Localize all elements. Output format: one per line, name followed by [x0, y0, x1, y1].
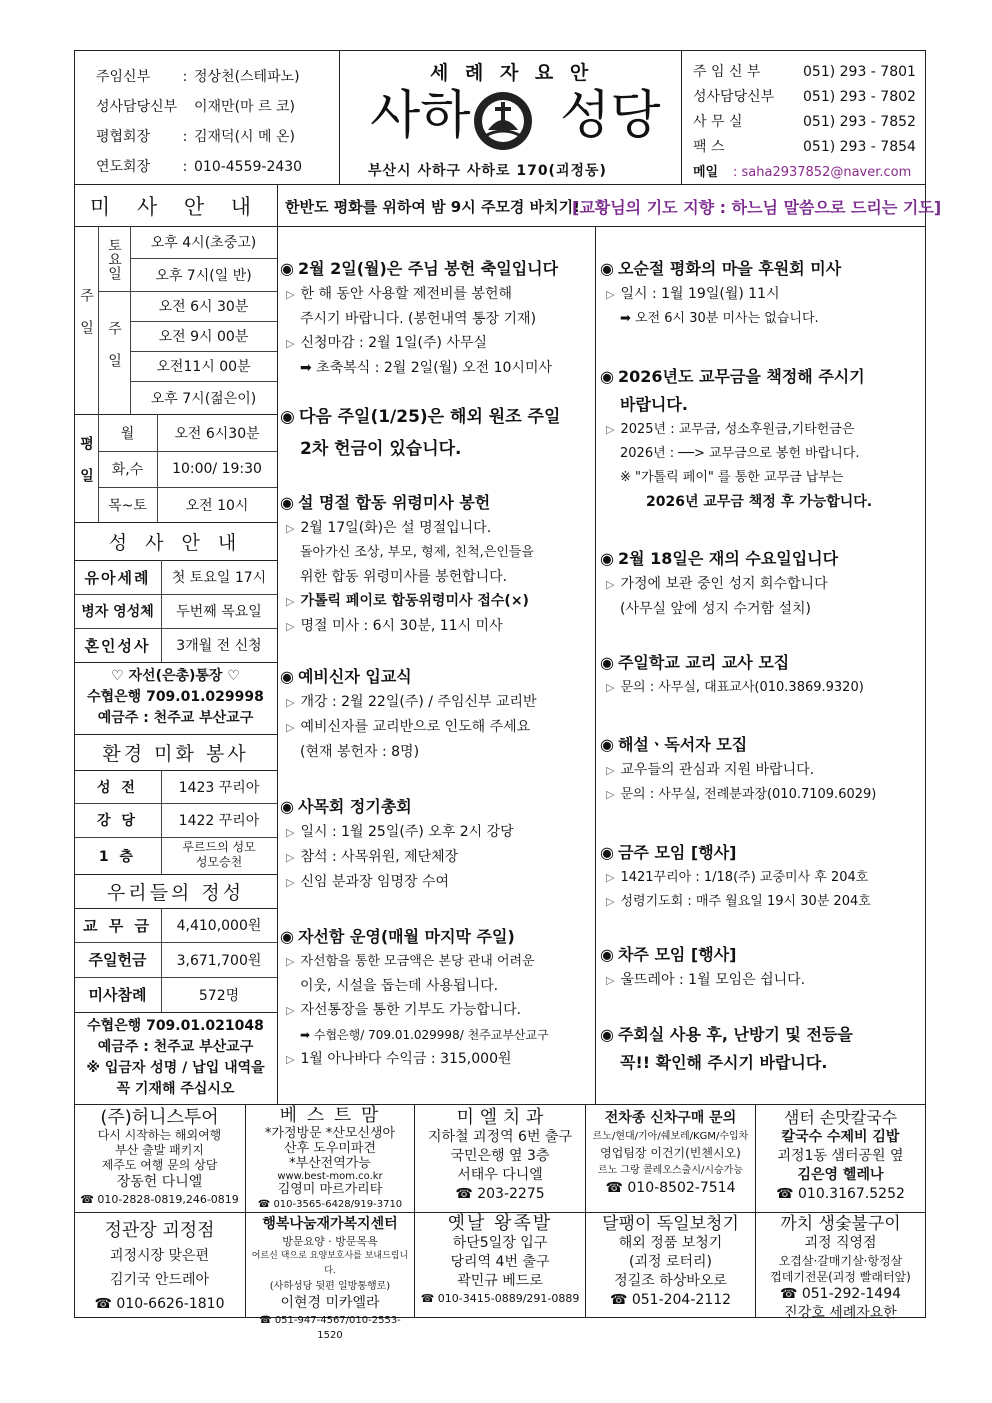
contact-role: 성사담당신부	[693, 89, 775, 105]
notice-line: 2026년 교무금 책정 후 가능합니다.	[646, 494, 873, 510]
staff-name: 정상천(스테파노)	[194, 69, 300, 85]
notice-line: 1421꾸리아 : 1/18(주) 교중미사 후 204호	[620, 870, 869, 885]
notice-line: 2월 17일(화)은 설 명절입니다.	[300, 520, 492, 536]
ad-phone: ☎ 203-2275	[455, 1186, 545, 1202]
ad-line: 곽민규 베드로	[457, 1273, 543, 1289]
charity-account-holder: 예금주 : 천주교 부산교구	[97, 710, 254, 726]
ad-line: 당리역 4번 출구	[450, 1254, 550, 1270]
ad-line: 껍데기전문(괴정 빨래터앞)	[770, 1270, 911, 1284]
notice-title: 금주 모임 [행사]	[617, 843, 737, 862]
notice-line: 주시기 바랍니다. (봉헌내역 통장 기재)	[300, 311, 537, 327]
sacrament-name: 유아세례	[84, 568, 151, 587]
staff-list: 주임신부 : 정상천(스테파노) 성사담당신부 이재만(마 르 코) 평협회장 : 김재덕(시 메 온) 연도회장 : 010-4559-2430	[96, 62, 302, 182]
header-left-divider	[339, 50, 340, 184]
saturday-label: 토요일	[106, 237, 122, 280]
ad-line: 진강호 세례자요한	[784, 1305, 897, 1321]
ad-line: 칼국수 수제비 김밥	[781, 1129, 900, 1145]
mass-time: 오후 7시(젊은이)	[150, 390, 257, 407]
ad-line: 르노 그랑 콜레오스출시/시승가능	[598, 1165, 743, 1176]
notice-line: 일시 : 1월 25일(주) 오후 2시 강당	[300, 824, 514, 840]
notice-title: 차주 모임 [행사]	[617, 945, 737, 964]
ad-line: *가정방문 *산모신생아	[264, 1126, 396, 1141]
notice-line: 예비신자를 교리반으로 인도해 주세요	[300, 719, 531, 735]
notice-title: 바랍니다.	[620, 395, 688, 414]
left-column-divider	[277, 184, 278, 1104]
ads-col-divider	[755, 1104, 756, 1318]
ad-welfare-center	[247, 1214, 413, 1343]
notice-title: 주일학교 교리 교사 모집	[617, 653, 790, 672]
notice-line: 위한 합동 위령미사를 봉헌합니다.	[300, 569, 508, 585]
notice-item: ◉ 오순절 평화의 마을 후원회 미사 ▷ 일시 : 1월 19일(월) 11시 ➡ 오전 6시 30분 미사는 없습니다.	[600, 259, 842, 326]
ad-phone: ☎ 010-3565-6428/919-3710	[257, 1199, 403, 1210]
email-address[interactable]: : saha2937852@naver.com	[733, 165, 912, 180]
ad-line: 괴정 직영점	[804, 1235, 877, 1251]
ad-miel-dental	[416, 1108, 584, 1204]
sunday-mass-label: 주일	[78, 288, 94, 352]
notice-title: 2월 2일(월)은 주님 봉헌 축일입니다	[297, 259, 559, 278]
offering-kind: 교 무 금	[83, 916, 152, 935]
notice-item: ◉ 설 명절 합동 위령미사 봉헌 ▷ 2월 17일(화)은 설 명절입니다. 돌아가신 조상, 부모, 형제, 친척,은인들을 위한 합동 위령미사를 봉헌합니다. ▷ 가톨릭 페이로 합동위령미사 접수(×) ▷ 명절 미사 : 6시 30분, 11시 미사	[280, 493, 534, 634]
ad-jeonggwanjang	[76, 1218, 243, 1316]
sacrament-name: 혼인성사	[84, 636, 151, 655]
notice-title: 2월 18일은 재의 수요일입니다	[617, 549, 839, 568]
contact-phone: 051) 293 - 7852	[803, 114, 916, 130]
notice-title: 꼭!! 확인해 주시기 바랍니다.	[620, 1053, 828, 1072]
charity-account-number: 수협은행 709.01.029998	[87, 689, 264, 705]
offering-account-holder: 예금주 : 천주교 부산교구	[97, 1039, 254, 1055]
notice-line: (현재 봉헌자 : 8명)	[300, 744, 420, 760]
cleaning-area: 강 당	[97, 813, 138, 829]
church-address: 부산시 사하구 사하로 170(괴정동)	[368, 163, 607, 179]
notice-line: ➡ 수협은행/ 709.01.029998/ 천주교부산교구	[300, 1028, 549, 1042]
ad-name: 샘터 손맛칼국수	[783, 1108, 898, 1127]
weekday-time: 오전 10시	[185, 497, 249, 514]
notice-line: 자선통장을 통한 기부도 가능합니다.	[300, 1002, 522, 1018]
staff-name: 이재만(마 르 코)	[194, 99, 295, 115]
offering-kind: 주일헌금	[88, 951, 147, 969]
ad-line: 오겹살·갈매기살·항정살	[778, 1254, 903, 1268]
ad-name: 베 스 트 맘	[279, 1105, 381, 1126]
ad-phone: ☎ 051-947-4567/010-2553-1520	[259, 1315, 401, 1341]
notice-line: 참석 : 사목위원, 제단체장	[300, 849, 459, 865]
ad-name: (주)허니스투어	[100, 1107, 219, 1128]
ad-line: 정길조 하상바오로	[614, 1273, 727, 1289]
ad-line: *부산전역가능	[289, 1156, 371, 1171]
weekday-day: 목~토	[108, 497, 147, 514]
ad-line: 영업팀장 이건기(빈첸시오)	[600, 1146, 741, 1160]
header-right-divider	[681, 50, 682, 184]
offering-line	[74, 1012, 277, 1013]
ad-line: 김은영 헬레나	[797, 1167, 884, 1183]
notice-item: ◉ 2월 2일(월)은 주님 봉헌 축일입니다 ▷ 한 해 동안 사용할 제전비를 봉헌해 주시기 바랍니다. (봉헌내역 통장 기재) ▷ 신청마감 : 2월 1일(주) 사무실 ➡ 초축복식 : 2월 2일(월) 오전 10시미사	[280, 259, 559, 376]
sacraments-title: 성 사 안 내	[108, 531, 243, 554]
offering-note: ※ 입금자 성명 / 납입 내역을	[86, 1060, 265, 1076]
ad-name: 옛날 왕족발	[447, 1213, 553, 1234]
notice-title: 다음 주일(1/25)은 해외 원조 주일	[298, 407, 561, 427]
ads-divider	[74, 1104, 926, 1105]
ad-line: 산후 도우미파견	[283, 1141, 377, 1156]
sunday-day-label: 주일	[106, 320, 122, 385]
notice-line: 한 해 동안 사용할 제전비를 봉헌해	[300, 286, 513, 302]
church-name-right: 성당	[560, 86, 661, 146]
ad-line: 이현경 미카엘라	[280, 1295, 380, 1311]
ad-phone: ☎ 010-3415-0889/291-0889	[420, 1292, 580, 1305]
ad-line: 지하철 괴정역 6번 출구	[428, 1129, 572, 1145]
ad-line: 르노/현대/기아/쉐보레/KGM/수입차	[592, 1131, 749, 1142]
mass-time: 오전 6시 30분	[158, 299, 249, 315]
offering-amount: 3,671,700원	[176, 952, 262, 969]
notice-line: 문의 : 사무실, 대표교사(010.3869.9320)	[620, 680, 864, 695]
ad-phone: ☎ 010-2828-0819,246-0819	[80, 1193, 239, 1206]
ad-name: 정관장 괴정점	[104, 1220, 215, 1241]
offering-account	[74, 1016, 277, 1100]
church-emblem-logo	[458, 90, 548, 152]
notice-line: 이웃, 시설을 돕는데 사용됩니다.	[300, 978, 499, 994]
notice-item: ◉ 사목회 정기총회 ▷ 일시 : 1월 25일(주) 오후 2시 강당 ▷ 참석 : 사목위원, 제단체장 ▷ 신임 분과장 임명장 수여	[280, 797, 514, 890]
offering-title: 우리들의 정성	[106, 881, 245, 904]
ad-name: 전차종 신차구매 문의	[604, 1110, 737, 1126]
ad-name: 행복나눔재가복지센터	[262, 1216, 398, 1232]
notice-title: 예비신자 입교식	[297, 667, 412, 686]
ad-line: 김기국 안드레아	[109, 1272, 210, 1288]
notice-line: (사무실 앞에 성지 수거함 설치)	[620, 601, 812, 617]
notice-line: 일시 : 1월 19일(월) 11시	[620, 286, 780, 302]
contact-phone: 051) 293 - 7801	[803, 64, 916, 80]
notice-item: ◉ 예비신자 입교식 ▷ 개강 : 2월 22일(주) / 주임신부 교리반 ▷ 예비신자를 교리반으로 인도해 주세요 (현재 봉헌자 : 8명)	[280, 667, 537, 760]
notice-line: 성령기도회 : 매주 월요일 19시 30분 204호	[620, 894, 871, 909]
weekday-day: 월	[120, 425, 135, 442]
sacrament-line	[74, 662, 277, 663]
ad-line: 괴정시장 맞은편	[109, 1248, 210, 1264]
notice-title: 설 명절 합동 위령미사 봉헌	[297, 493, 491, 512]
mass-time: 오후 4시(초중고)	[150, 235, 257, 251]
cleaning-group-line: 성모승천	[195, 855, 243, 869]
staff-name: 김재덕(시 메 온)	[194, 129, 295, 145]
notice-line: 2026년 : ──> 교무금으로 봉헌 바랍니다.	[620, 446, 860, 461]
contact-list	[693, 60, 916, 185]
ads-col-divider	[414, 1104, 415, 1318]
ad-line: 국민은행 옆 3층	[450, 1148, 550, 1164]
notice-line: 개강 : 2월 22일(주) / 주임신부 교리반	[300, 694, 537, 710]
ad-name: 미 엘 치 과	[456, 1107, 544, 1128]
weekday-time: 오전 6시30분	[174, 425, 260, 442]
notice-title: 오순절 평화의 마을 후원회 미사	[617, 259, 842, 278]
notice-line: 자선함을 통한 모금액은 본당 관내 어려운	[300, 954, 535, 969]
sacrament-schedule: 두번째 목요일	[176, 604, 262, 620]
email-label: 메일	[693, 165, 719, 180]
cleaning-group	[161, 840, 277, 870]
ad-phone: ☎ 051-204-2112	[609, 1292, 732, 1308]
notice-line: 울뜨레아 : 1월 모임은 쉽니다.	[620, 972, 806, 988]
staff-role: 평협회장	[96, 129, 151, 145]
ad-samter-kalguksu	[757, 1108, 924, 1204]
mass-time: 오전11시 00분	[156, 359, 251, 375]
notice-line: 신청마감 : 2월 1일(주) 사무실	[300, 335, 487, 351]
notice-line: ※ "가톨릭 페이" 를 통한 교무금 납부는	[620, 470, 844, 485]
notice-item: ◉ 2026년도 교무금을 책정해 주시기 바랍니다. ▷ 2025년 : 교무금, 성소후원금,기타헌금은 2026년 : ──> 교무금으로 봉헌 바랍니다. ※ "가톨릭 페이" 를 통한 교무금 납부는 2026년 교무금 책정 후 가능합니다.	[600, 367, 873, 510]
sacrament-name: 병자 영성체	[81, 604, 154, 620]
cleaning-area: 성 전	[97, 779, 138, 796]
ad-name: 달팽이 독일보청기	[602, 1214, 739, 1234]
staff-role: 성사담당신부	[96, 99, 178, 115]
cleaning-group-line: 루르드의 성모	[182, 840, 256, 854]
sacrament-schedule: 3개월 전 신청	[176, 638, 262, 654]
notice-item: ◉ 금주 모임 [행사] ▷ 1421꾸리아 : 1/18(주) 교중미사 후 204호 ▷ 성령기도회 : 매주 월요일 19시 30분 204호	[600, 843, 871, 909]
offering-kind: 미사참례	[88, 986, 147, 1004]
notice-line: ➡ 초축복식 : 2월 2일(월) 오전 10시미사	[300, 360, 552, 376]
notice-line: 명절 미사 : 6시 30분, 11시 미사	[300, 618, 503, 634]
ad-website: www.best-mom.co.kr	[277, 1171, 383, 1182]
ad-wangjokbal	[416, 1214, 584, 1306]
contact-phone: 051) 293 - 7854	[803, 139, 916, 155]
weekday-mass-label: 평일	[78, 436, 94, 500]
ad-new-car	[587, 1108, 754, 1198]
ad-line: 방문요양 · 방문목욕	[282, 1235, 378, 1248]
ad-line: 제주도 여행 문의 상담	[101, 1158, 218, 1172]
peace-prayer-banner: 한반도 평화를 위하여 밤 9시 주모경 바치기!	[285, 198, 580, 216]
notice-line: 돌아가신 조상, 부모, 형제, 친척,은인들을	[300, 545, 534, 560]
ad-line: 해외 정품 보청기	[618, 1235, 723, 1251]
staff-role: 주임신부	[96, 69, 151, 85]
notice-item: ◉ 2월 18일은 재의 수요일입니다 ▷ 가정에 보관 중인 성지 회수합니다 (사무실 앞에 성지 수거함 설치)	[600, 549, 839, 617]
staff-phone: 010-4559-2430	[194, 159, 303, 175]
notice-line: 1월 아나바다 수익금 : 315,000원	[300, 1051, 512, 1067]
ad-line: 장동헌 다니엘	[116, 1174, 203, 1190]
contact-role: 사 무 실	[693, 114, 743, 130]
notice-item: ◉ 차주 모임 [행사] ▷ 울뜨레아 : 1월 모임은 쉽니다.	[600, 945, 806, 988]
notice-title: 사목회 정기총회	[297, 797, 412, 816]
weekday-time: 10:00/ 19:30	[172, 461, 262, 477]
charity-account-title: ♡ 자선(은총)통장 ♡	[111, 668, 240, 684]
ad-line: 괴정1동 샘터공원 옆	[777, 1148, 904, 1164]
ad-line: 어르신 댁으로 요양보호사를 보내드립니다.	[251, 1251, 409, 1276]
staff-role: 연도회장	[96, 159, 151, 175]
ad-line: (사하성당 뒷편 일방통행로)	[269, 1281, 391, 1292]
ad-phone: ☎ 010-6626-1810	[94, 1296, 225, 1312]
ad-kkachi-bbq	[757, 1214, 924, 1323]
ad-line: 하단5일장 입구	[452, 1235, 548, 1251]
notice-title: 해설ㆍ독서자 모집	[617, 735, 748, 754]
notice-line: 신임 분과장 임명장 수여	[300, 874, 450, 890]
notice-line: ➡ 오전 6시 30분 미사는 없습니다.	[620, 311, 819, 326]
notice-title: 주회실 사용 후, 난방기 및 전등을	[617, 1025, 853, 1044]
ad-phone: ☎ 010.3167.5252	[776, 1186, 905, 1202]
cleaning-group: 1423 꾸리아	[178, 779, 260, 796]
notice-line: 교우들의 관심과 지원 바랍니다.	[620, 762, 815, 778]
notice-item: ◉ 주일학교 교리 교사 모집 ▷ 문의 : 사무실, 대표교사(010.3869.9320)	[600, 653, 864, 695]
charity-account	[74, 666, 277, 729]
ad-line: 부산 출발 패키지	[115, 1143, 204, 1157]
content-column-divider	[595, 226, 596, 1104]
sacrament-schedule: 첫 토요일 17시	[171, 570, 267, 586]
notice-item: ◉ 해설ㆍ독서자 모집 ▷ 교우들의 관심과 지원 바랍니다. ▷ 문의 : 사무실, 전례분과장(010.7109.6029)	[600, 735, 877, 802]
mass-time: 오전 9시 00분	[158, 329, 249, 345]
ads-col-divider	[585, 1104, 586, 1318]
ad-best-mom	[247, 1106, 413, 1212]
cleaning-area: 1 층	[98, 848, 137, 865]
notice-line: 2025년 : 교무금, 성소후원금,기타헌금은	[620, 422, 855, 437]
ad-hearing-aid	[587, 1214, 754, 1310]
church-name-left: 사하	[370, 86, 471, 146]
ad-name: 까치 생숯불구이	[780, 1214, 901, 1234]
contact-role: 팩 스	[693, 139, 725, 155]
notice-line: 가정에 보관 중인 성지 회수합니다	[620, 576, 828, 592]
ads-col-divider	[245, 1104, 246, 1318]
patron-subtitle: 세 례 자 요 안	[430, 62, 594, 84]
notice-item: ◉ 자선함 운영(매월 마지막 주일) ▷ 자선함을 통한 모금액은 본당 관내 어려운 이웃, 시설을 돕는데 사용됩니다. ▷ 자선통장을 통한 기부도 가능합니다. ➡ 수협은행/ 709.01.029998/ 천주교부산교구 ▷ 1월 아나바다 수익금 : 315,000원	[280, 927, 549, 1067]
offering-account-number: 수협은행 709.01.021048	[87, 1018, 264, 1034]
pope-prayer-intention: [교황님의 기도 지향 : 하느님 말씀으로 드리는 기도]	[572, 198, 942, 217]
ad-line: 김영미 마르가리타	[277, 1182, 383, 1197]
notice-line: 문의 : 사무실, 전례분과장(010.7109.6029)	[620, 787, 877, 802]
cleaning-title: 환경 미화 봉사	[102, 742, 249, 765]
notice-item: ◉ 다음 주일(1/25)은 해외 원조 주일 2차 헌금이 있습니다.	[280, 407, 561, 459]
ad-phone: ☎ 010-8502-7514	[605, 1180, 736, 1196]
mass-attendance: 572명	[198, 987, 240, 1004]
ad-honeys-tour	[76, 1108, 243, 1207]
offering-amount: 4,410,000원	[176, 918, 262, 934]
notice-item: ◉ 주회실 사용 후, 난방기 및 전등을 꼭!! 확인해 주시기 바랍니다.	[600, 1025, 853, 1072]
notice-title: 자선함 운영(매월 마지막 주일)	[297, 927, 515, 946]
ad-line: (괴정 로터리)	[629, 1254, 712, 1270]
notice-title: 2026년도 교무금을 책정해 주시기	[617, 367, 865, 386]
cleaning-group: 1422 꾸리아	[178, 813, 260, 829]
contact-role: 주 임 신 부	[693, 64, 761, 80]
mass-guide-title: 미 사 안 내	[89, 194, 262, 219]
weekday-day: 화,수	[111, 462, 144, 478]
ad-line: 서태우 다니엘	[457, 1167, 543, 1183]
notice-line: 가톨릭 페이로 합동위령미사 접수(×)	[300, 593, 529, 609]
ad-line: 다시 시작하는 해외여행	[97, 1128, 222, 1142]
contact-phone: 051) 293 - 7802	[803, 89, 916, 105]
offering-note: 꼭 기재해 주십시오	[116, 1081, 235, 1097]
notice-title: 2차 헌금이 있습니다.	[300, 439, 462, 459]
ad-phone: ☎ 051-292-1494	[779, 1286, 902, 1302]
mass-time: 오후 7시(일 반)	[155, 267, 252, 284]
